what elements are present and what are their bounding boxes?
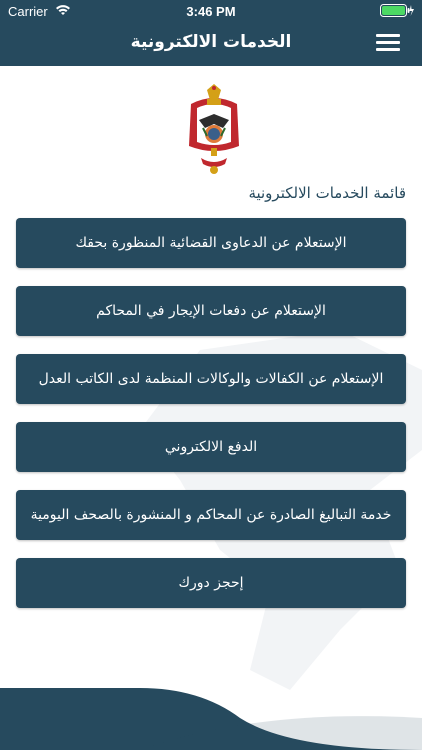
coat-of-arms-icon [181, 84, 247, 176]
battery-charging-icon [380, 4, 414, 17]
services-list [16, 218, 406, 626]
service-button-notary-inquiry[interactable]: الإستعلام عن الكفالات والوكالات المنظمة لدى الكاتب العدل [16, 354, 406, 404]
footer-decoration [0, 688, 422, 750]
service-button-book-turn[interactable]: إحجز دورك [16, 558, 406, 608]
status-bar [0, 0, 422, 22]
service-button-rent-payments-inquiry[interactable]: الإستعلام عن دفعات الإيجار في المحاكم [16, 286, 406, 336]
service-button-court-notifications[interactable]: خدمة التباليغ الصادرة عن المحاكم و المنشورة بالصحف اليومية [16, 490, 406, 540]
menu-bar [376, 34, 400, 37]
carrier-label: Carrier [8, 4, 48, 19]
app-header [0, 0, 422, 66]
status-time: 3:46 PM [186, 4, 236, 19]
service-button-e-payment[interactable]: الدفع الالكتروني [16, 422, 406, 472]
service-button-lawsuits-inquiry[interactable]: الإستعلام عن الدعاوى القضائية المنظورة بحقك [16, 218, 406, 268]
section-title: قائمة الخدمات الالكترونية [248, 184, 406, 202]
page-title: الخدمات الالكترونية [130, 32, 292, 52]
menu-bar [376, 48, 400, 51]
menu-bar [376, 41, 400, 44]
hamburger-menu-icon[interactable] [376, 34, 400, 52]
